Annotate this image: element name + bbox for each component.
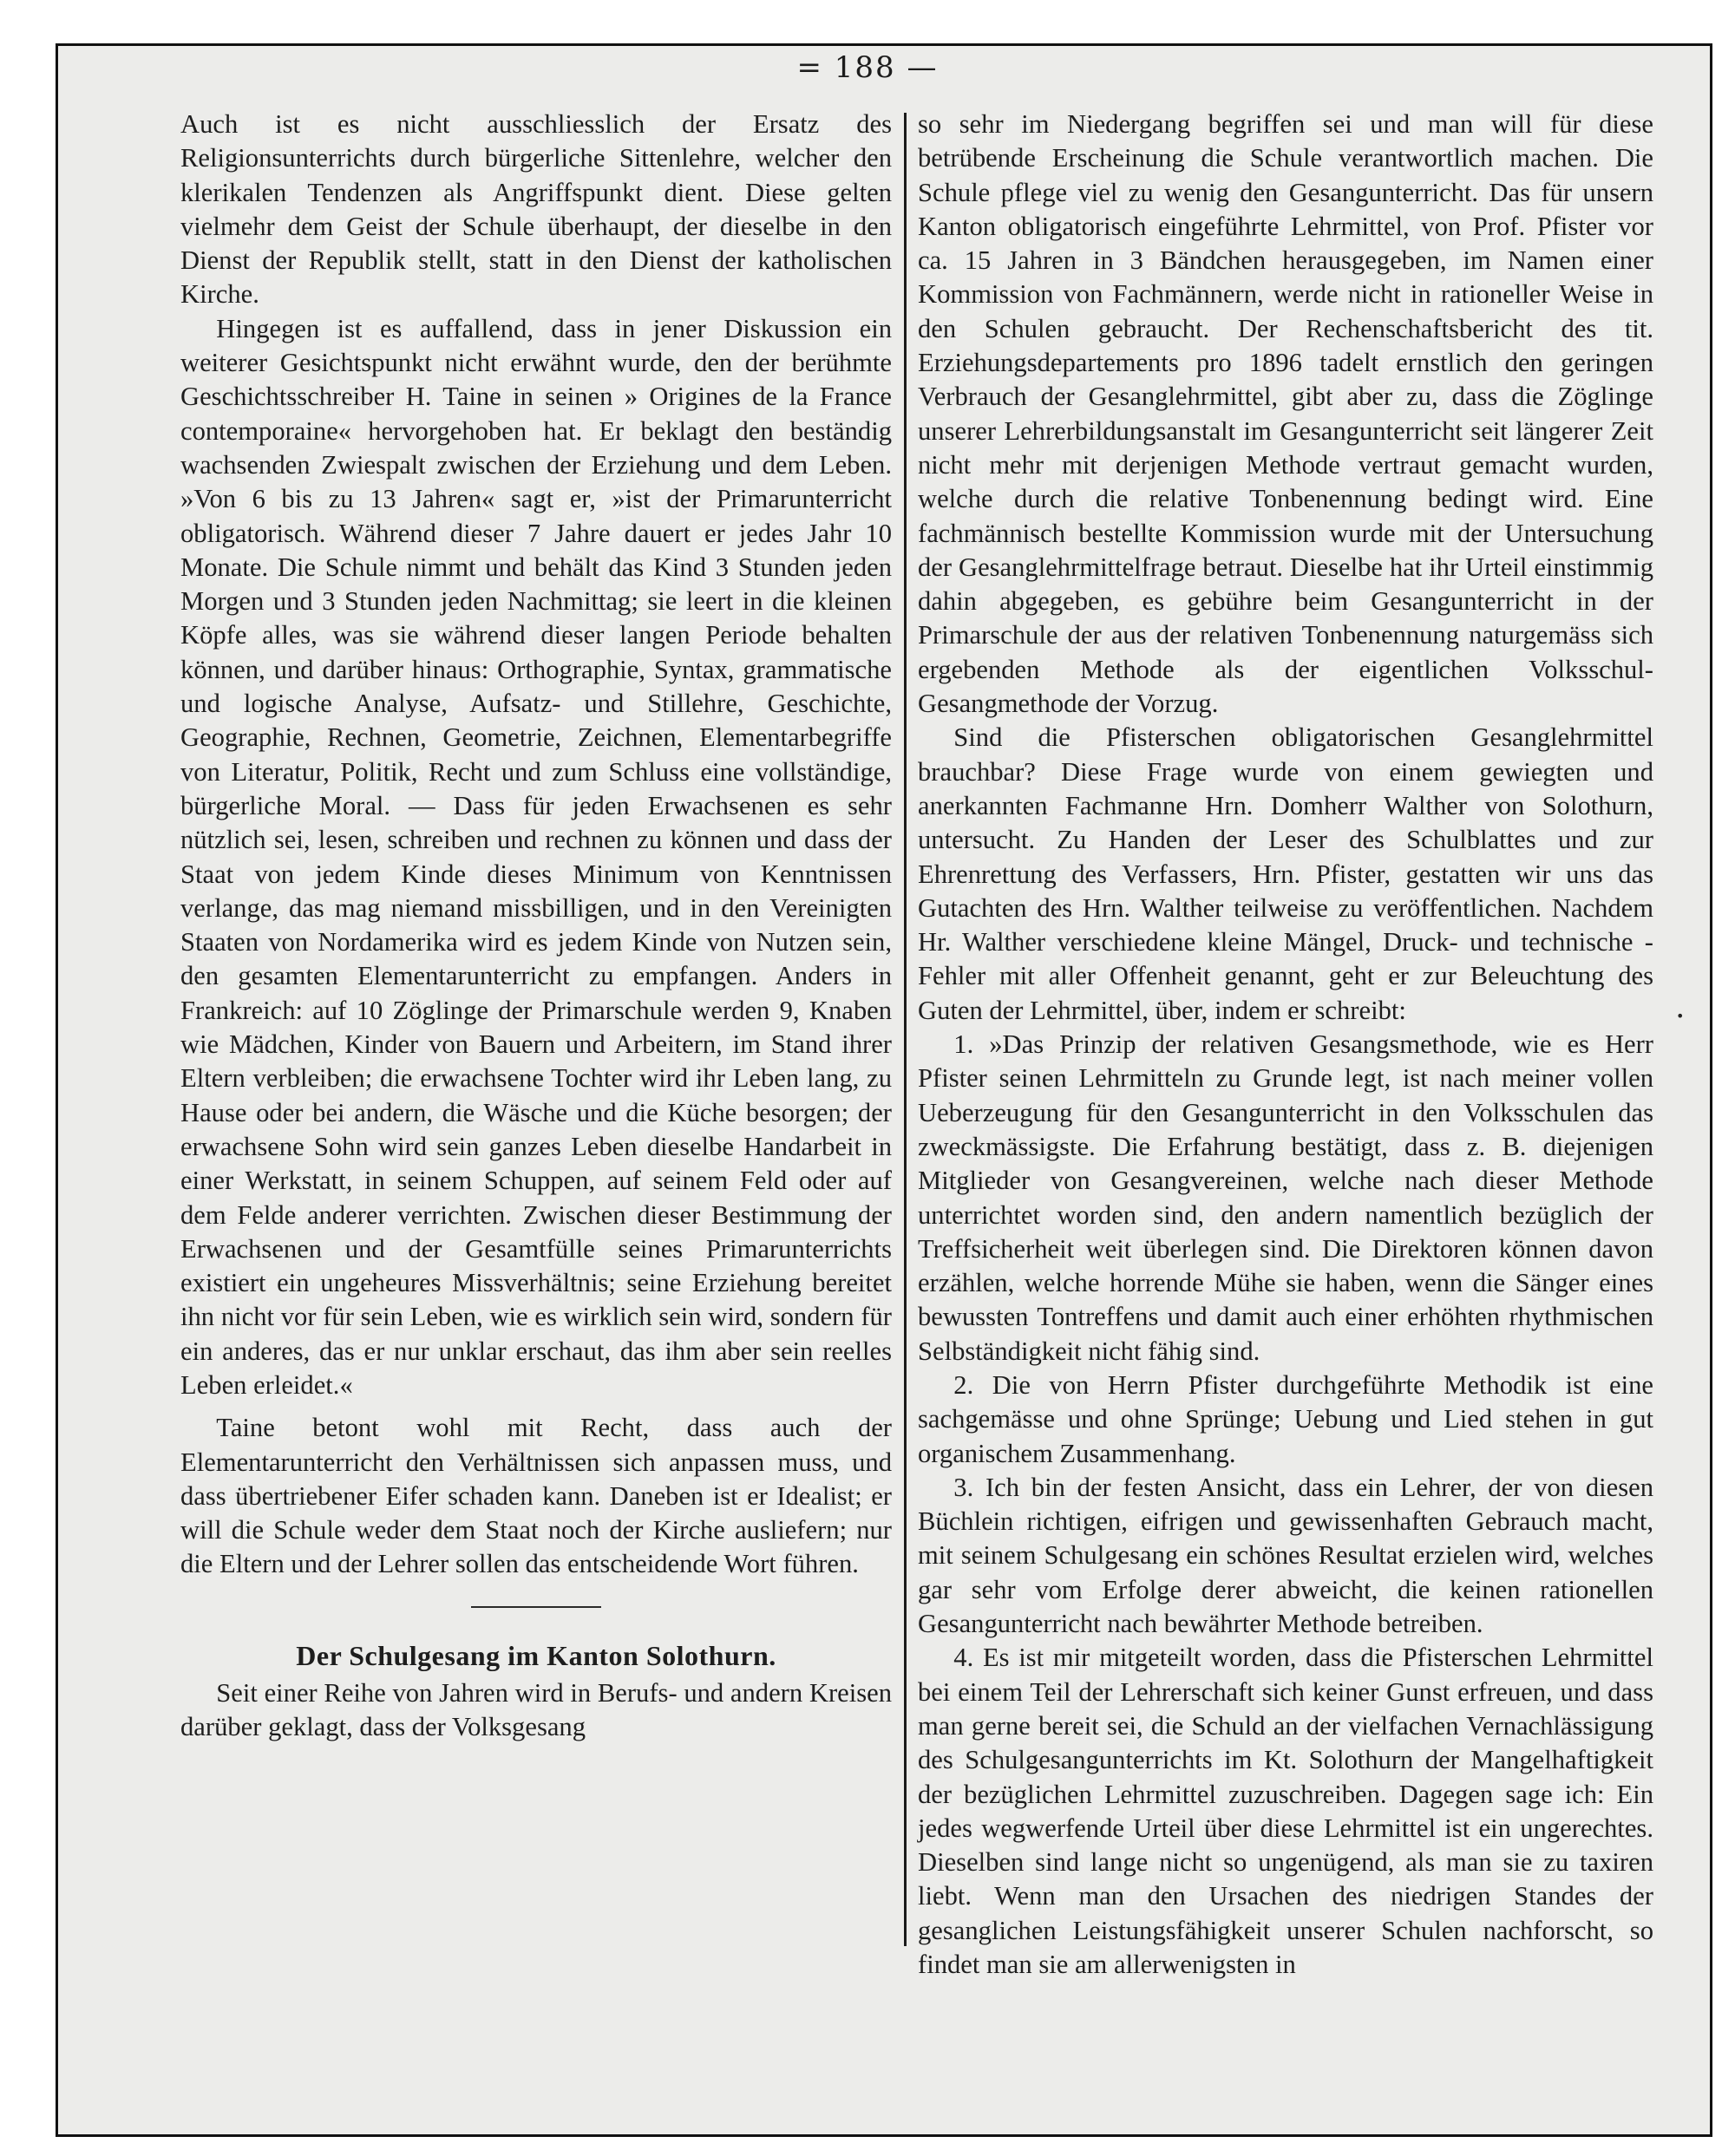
column-divider-line bbox=[904, 113, 907, 1946]
paragraph-left-3: Taine betont wohl mit Recht, dass auch der Elementarunterricht den Verhältnissen sich anpassen muss, und dass übertriebener Eifer schaden kann. Daneben ist er Idealist; er will die Schule weder dem Staat noch der Kirche ausliefern; nur die Eltern und der Lehrer sollen das entscheidende Wort führen. bbox=[180, 1413, 892, 1579]
paragraph-right-1: so sehr im Niedergang begriffen sei und man will für diese betrübende Erscheinung die Schule verantwortlich machen. Die Schule pflege viel zu wenig den Gesangunterricht. Das für unsern Kanton obligatorisch eingeführte Lehrmittel, von Prof. Pfister vor ca. 15 Jahren in 3 Bändchen herausgegeben, im Namen einer Kommission von Fachmännern, werde nicht in rationeller Weise in den Schulen gebraucht. Der Rechenschaftsbericht des tit. Erziehungsdepartements pro 1896 tadelt ernstlich den geringen Verbrauch der Gesanglehrmittel, gibt aber zu, dass die Zöglinge unserer Lehrerbildungsanstalt im Gesangunterricht seit längerer Zeit nicht mehr mit derjenigen Methode vertraut gemacht wurden, welche durch die relative Tonbenennung bedingt wird. Eine fachmännisch bestellte Kommission wurde mit der Untersuchung der Gesanglehrmittelfrage betraut. Dieselbe hat ihr Urteil einstimmig dahin abgegeben, es gebühre beim Gesangunterricht in der Primarschule der aus der relativen Tonbenennung naturgemäss sich ergebenden Methode als der eigentlichen Volksschul-Gesangmethode der Vorzug. bbox=[918, 109, 1653, 719]
section-divider-rule bbox=[471, 1606, 601, 1608]
paragraph-right-4: 2. Die von Herrn Pfister durchgeführte Methodik ist eine sachgemässe und ohne Sprünge; Uebung und Lied stehen in gut organischem Zusammenhang. bbox=[918, 1369, 1653, 1468]
page-number-header: = 188 — bbox=[796, 50, 939, 85]
paragraph-right-6: 4. Es ist mir mitgeteilt worden, dass die Pfisterschen Lehrmittel bei einem Teil der Lehrerschaft sich keiner Gunst erfreuen, und dass man gerne bereit sei, die Schuld an der vielfachen Vernachlässigung des Schulgesangunterrichts im Kt. Solothurn der Mangelhaftigkeit der bezüglichen Lehrmittel zuzuschreiben. Dagegen sage ich: Ein jedes wegwerfende Urteil über diese Lehrmittel ist ein ungerechtes. Dieselben sind lange nicht so ungenügend, als man sie zu taxiren liebt. Wenn man den Ursachen des niedrigen Standes der gesanglichen Leistungsfähigkeit unserer Schulen nachforscht, so findet man sie am allerwenigsten in bbox=[918, 1643, 1653, 1980]
left-column bbox=[180, 108, 892, 1745]
right-column bbox=[918, 108, 1653, 1982]
margin-speck: • bbox=[1676, 1008, 1685, 1024]
paragraph-right-2: Sind die Pfisterschen obligatorischen Gesanglehrmittel brauchbar? Diese Frage wurde von einem gewiegten und anerkannten Fachmanne Hrn. Domherr Walther von Solothurn, untersucht. Zu Handen der Leser des Schulblattes und zur Ehrenrettung des Verfassers, Hrn. Pfister, gestatten wir uns das Gutachten des Hrn. Walther teilweise zu veröffentlichen. Nachdem Hr. Walther verschiedene kleine Mängel, Druck- und technische -Fehler mit aller Offenheit genannt, geht er zur Beleuchtung des Guten der Lehrmittel, über, indem er schreibt: bbox=[918, 722, 1653, 1025]
paragraph-left-1: Auch ist es nicht ausschliesslich der Ersatz des Religionsunterrichts durch bürgerliche Sittenlehre, welcher den klerikalen Tendenzen als Angriffspunkt dient. Diese gelten vielmehr dem Geist der Schule überhaupt, der dieselbe in den Dienst der Republik stellt, statt in den Dienst der katholischen Kirche. bbox=[180, 109, 892, 310]
paragraph-right-5: 3. Ich bin der festen Ansicht, dass ein Lehrer, der von diesen Büchlein richtigen, eifrigen und gewissenhaften Gebrauch macht, mit seinem Schulgesang ein schönes Resultat erzielen wird, welches gar sehr vom Erfolge derer abweicht, die keinen rationellen Gesangunterricht nach bewährter Methode betreiben. bbox=[918, 1472, 1653, 1639]
paragraph-left-4: Seit einer Reihe von Jahren wird in Berufs- und andern Kreisen darüber geklagt, dass der Volksgesang bbox=[180, 1678, 892, 1742]
paragraph-right-3: 1. »Das Prinzip der relativen Gesangsmethode, wie es Herr Pfister seinen Lehrmitteln zu Grunde legt, ist nach meiner vollen Ueberzeugung für den Gesangunterricht in den Volksschulen das zweckmässigste. Die Erfahrung bestätigt, dass z. B. diejenigen Mitglieder von Gesangvereinen, welche nach dieser Methode unterrichtet worden sind, den andern namentlich bezüglich der Treffsicherheit weit überlegen sind. Die Direktoren können davon erzählen, welche horrende Mühe sie haben, wenn die Sänger eines bewussten Tontreffens und damit auch einer erhöhten rhythmischen Selbständigkeit nicht fähig sind. bbox=[918, 1029, 1653, 1366]
section-heading: Der Schulgesang im Kanton Solothurn. bbox=[296, 1639, 776, 1671]
paragraph-left-2: Hingegen ist es auffallend, dass in jener Diskussion ein weiterer Gesichtspunkt nicht erwähnt wurde, den der berühmte Geschichtsschreiber H. Taine in seinen » Origines de la France contemporaine« hervorgehoben hat. Er beklagt den beständig wachsenden Zwiespalt zwischen der Erziehung und dem Leben. »Von 6 bis zu 13 Jahren« sagt er, »ist der Primarunterricht obligatorisch. Während dieser 7 Jahre dauert er jedes Jahr 10 Monate. Die Schule nimmt und behält das Kind 3 Stunden jeden Morgen und 3 Stunden jeden Nachmittag; sie leert in die kleinen Köpfe alles, was sie während dieser langen Periode behalten können, und darüber hinaus: Orthographie, Syntax, grammatische und logische Analyse, Aufsatz- und Stillehre, Geschichte, Geographie, Rechnen, Geometrie, Zeichnen, Elementarbegriffe von Literatur, Politik, Recht und zum Schluss eine vollständige, bürgerliche Moral. — Dass für jeden Erwachsenen es sehr nützlich sei, lesen, schreiben und rechnen zu können und dass der Staat von jedem Kinde dieses Minimum von Kenntnissen verlange, das mag niemand missbilligen, und in den Vereinigten Staaten von Nordamerika wird es jedem Kinde von Nutzen sein, den gesamten Elementarunterricht zu empfangen. Anders in Frankreich: auf 10 Zöglinge der Primarschule werden 9, Knaben wie Mädchen, Kinder von Bauern und Arbeitern, im Stand ihrer Eltern verbleiben; die erwachsene Tochter wird ihr Leben lang, zu Hause oder bei andern, die Wäsche und die Küche besorgen; der erwachsene Sohn wird sein ganzes Leben dieselbe Handarbeit in einer Werkstatt, in seinem Schuppen, auf seinem Feld oder auf dem Felde anderer verrichten. Zwischen dieser Bestimmung der Erwachsenen und der Gesamtfülle seines Primarunterrichts existiert ein ungeheures Missverhältnis; seine Erziehung bereitet ihn nicht vor für sein Leben, wie es wirklich sein wird, sondern für ein anderes, das er nur unklar erschaut, das ihm aber sein reelles Leben erleidet.« bbox=[180, 313, 892, 1400]
